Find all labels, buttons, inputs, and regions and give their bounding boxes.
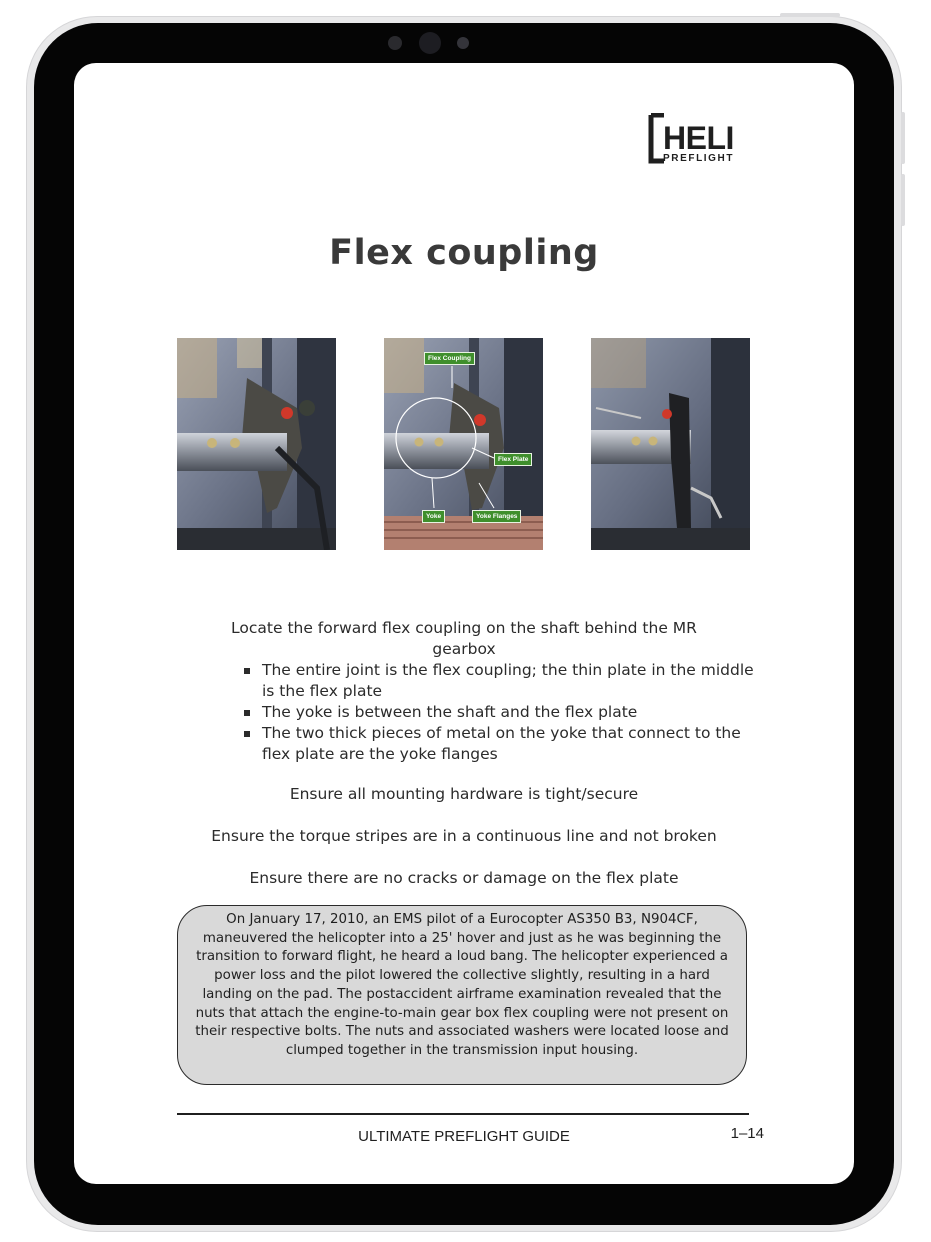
callout-yoke: Yoke xyxy=(422,510,445,523)
check-mounting-hardware: Ensure all mounting hardware is tight/secure xyxy=(289,785,639,803)
intro-text: Locate the forward flex coupling on the shaft behind the MR gearbox xyxy=(231,619,697,658)
footer-divider xyxy=(177,1113,749,1115)
bullet-item: The two thick pieces of metal on the yoke that connect to the flex plate are the yoke flanges xyxy=(242,723,762,765)
top-button xyxy=(780,13,840,17)
callout-yoke-flanges: Yoke Flanges xyxy=(472,510,521,523)
bullet-item: The entire joint is the flex coupling; the thin plate in the middle is the flex plate xyxy=(242,660,762,702)
check-flex-plate-damage: Ensure there are no cracks or damage on the flex plate xyxy=(249,869,679,887)
coupling-photo-right xyxy=(591,338,750,550)
coupling-photo-left xyxy=(177,338,336,550)
coupling-photo-annotated xyxy=(384,338,543,550)
bullet-list xyxy=(242,660,762,765)
bullet-item: The yoke is between the shaft and the flex plate xyxy=(242,702,762,723)
page-number: 1–14 xyxy=(730,1125,764,1142)
light-sensor-icon xyxy=(457,37,469,49)
sensor-icon xyxy=(388,36,402,50)
camera-icon xyxy=(419,32,441,54)
page-title: Flex coupling xyxy=(329,233,599,273)
volume-down-button xyxy=(901,174,905,226)
tablet-screen xyxy=(74,63,854,1184)
volume-up-button xyxy=(901,112,905,164)
callout-flex-plate: Flex Plate xyxy=(494,453,532,466)
callout-flex-coupling: Flex Coupling xyxy=(424,352,475,365)
check-torque-stripes: Ensure the torque stripes are in a continuous line and not broken xyxy=(211,827,717,845)
footer-title: ULTIMATE PREFLIGHT GUIDE xyxy=(358,1128,570,1145)
logo-word: HELI xyxy=(663,120,734,156)
heli-preflight-logo xyxy=(648,113,766,165)
logo-subword: PREFLIGHT xyxy=(663,153,735,164)
incident-box: On January 17, 2010, an EMS pilot of a Eurocopter AS350 B3, N904CF, maneuvered the helicopter into a 25' hover and just as he was beginning the transition to forward flight, he heard a loud bang. The helicopter experienced a power loss and the pilot lowered the collective slightly, resulting in a hard landing on the pad. The postaccident airframe examination revealed that the nuts that attach the engine-to-main gear box flex coupling were not present on their respective bolts. The nuts and associated washers were located loose and clumped together in the transmission input housing. xyxy=(177,905,747,1085)
